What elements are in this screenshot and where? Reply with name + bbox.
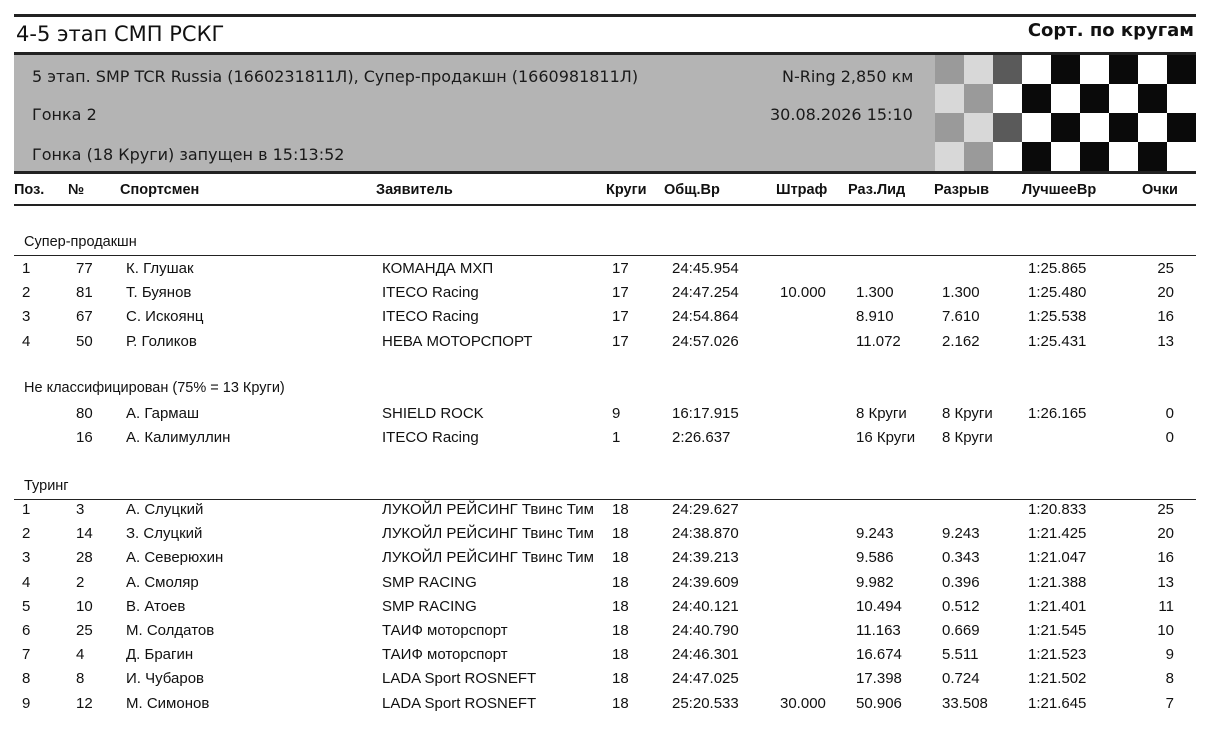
- cell-best: 1:21.047: [1028, 549, 1087, 567]
- cell-driver: Т. Буянов: [126, 284, 192, 302]
- cell-pos: 2: [22, 525, 31, 543]
- cell-best: 1:25.538: [1028, 308, 1087, 326]
- sort-label: Сорт. по кругам: [1027, 20, 1194, 41]
- cell-driver: Д. Брагин: [126, 646, 194, 664]
- cell-entrant: ТАИФ моторспорт: [382, 646, 508, 664]
- col-penalty: Штраф: [776, 182, 828, 198]
- cell-points: 9: [1165, 646, 1174, 664]
- cell-entrant: ЛУКОЙЛ РЕЙСИНГ Твинс Тим: [382, 525, 594, 543]
- cell-pos: 3: [22, 308, 31, 326]
- col-pos: Поз.: [14, 182, 45, 198]
- cell-gap: 2.162: [942, 332, 980, 350]
- cell-entrant: КОМАНДА МХП: [382, 260, 494, 277]
- cell-total: 24:39.213: [672, 549, 739, 567]
- col-total: Общ.Вр: [664, 182, 720, 198]
- cell-best: 1:21.502: [1028, 670, 1087, 688]
- cell-entrant: LADA Sport ROSNEFT: [382, 670, 537, 688]
- header-rule: [14, 204, 1196, 206]
- cell-best: 1:25.865: [1028, 260, 1087, 277]
- cell-total: 24:57.026: [672, 332, 739, 350]
- event-name: 5 этап. SMP TCR Russia (1660231811Л), Супер-продакшн (1660981811Л): [32, 67, 639, 86]
- cell-total: 24:39.609: [672, 573, 739, 591]
- cell-gap: 9.243: [942, 525, 980, 543]
- cell-pos: 1: [22, 501, 31, 518]
- cell-laps: 1: [612, 429, 621, 447]
- cell-penalty: 30.000: [780, 694, 826, 712]
- cell-penalty: 10.000: [780, 284, 826, 302]
- cell-laps: 18: [612, 646, 629, 664]
- event-banner: [14, 52, 1196, 174]
- col-num: №: [68, 182, 85, 198]
- cell-total: 24:45.954: [672, 260, 739, 277]
- col-gap: Разрыв: [934, 182, 990, 198]
- cell-pos: 5: [22, 597, 31, 615]
- cell-laps: 18: [612, 549, 629, 567]
- cell-gap-leader: 17.398: [856, 670, 902, 688]
- cell-laps: 17: [612, 284, 629, 302]
- cell-entrant: ITECO Racing: [382, 284, 479, 302]
- session-name: Гонка 2: [32, 105, 97, 124]
- cell-pos: 1: [22, 260, 31, 277]
- cell-gap-leader: 16.674: [856, 646, 902, 664]
- cell-entrant: LADA Sport ROSNEFT: [382, 694, 537, 712]
- cell-best: 1:25.431: [1028, 332, 1087, 350]
- cell-gap-leader: 11.163: [856, 622, 901, 639]
- cell-num: 12: [76, 694, 93, 712]
- group-rule: [14, 255, 1196, 256]
- cell-gap: 0.669: [942, 622, 980, 639]
- cell-laps: 17: [612, 308, 629, 326]
- cell-entrant: ITECO Racing: [382, 429, 479, 447]
- cell-laps: 18: [612, 597, 629, 615]
- cell-pos: 7: [22, 646, 31, 664]
- cell-num: 50: [76, 332, 93, 350]
- cell-driver: А. Северюхин: [126, 549, 224, 567]
- cell-driver: А. Смоляр: [126, 573, 199, 591]
- cell-driver: К. Глушак: [126, 260, 194, 277]
- cell-best: 1:21.388: [1028, 573, 1087, 591]
- cell-num: 14: [76, 525, 93, 543]
- cell-points: 0: [1165, 405, 1174, 422]
- cell-num: 67: [76, 308, 93, 326]
- cell-total: 25:20.533: [672, 694, 739, 712]
- cell-points: 20: [1157, 525, 1174, 543]
- cell-gap-leader: 9.982: [856, 573, 894, 591]
- cell-num: 4: [76, 646, 85, 664]
- cell-points: 20: [1157, 284, 1174, 302]
- cell-best: 1:21.645: [1028, 694, 1087, 712]
- cell-gap: 7.610: [942, 308, 980, 326]
- cell-pos: 9: [22, 694, 31, 712]
- cell-total: 24:40.121: [672, 597, 739, 615]
- cell-total: 2:26.637: [672, 429, 731, 447]
- start-info: Гонка (18 Круги) запущен в 15:13:52: [32, 145, 345, 164]
- cell-gap: 5.511: [942, 646, 979, 664]
- cell-laps: 17: [612, 260, 629, 277]
- col-points: Очки: [1142, 182, 1178, 198]
- track-info: N-Ring 2,850 км: [782, 67, 914, 86]
- cell-gap: 0.343: [942, 549, 980, 567]
- cell-num: 10: [76, 597, 93, 615]
- cell-driver: Р. Голиков: [126, 332, 197, 350]
- cell-gap: 0.512: [942, 597, 980, 615]
- cell-best: 1:26.165: [1028, 405, 1087, 422]
- group-rule: [14, 499, 1196, 500]
- cell-gap-leader: 16 Круги: [856, 429, 916, 447]
- cell-points: 16: [1157, 549, 1174, 567]
- cell-laps: 18: [612, 694, 629, 712]
- cell-driver: А. Гармаш: [126, 405, 199, 422]
- cell-laps: 17: [612, 332, 629, 350]
- cell-num: 28: [76, 549, 93, 567]
- cell-points: 13: [1157, 573, 1174, 591]
- cell-num: 77: [76, 260, 93, 277]
- cell-gap: 0.724: [942, 670, 980, 688]
- cell-entrant: ЛУКОЙЛ РЕЙСИНГ Твинс Тим: [382, 501, 594, 518]
- cell-gap-leader: 8.910: [856, 308, 894, 326]
- cell-num: 3: [76, 501, 85, 518]
- cell-points: 16: [1157, 308, 1174, 326]
- cell-gap-leader: 8 Круги: [856, 405, 907, 422]
- cell-total: 24:40.790: [672, 622, 739, 639]
- group-title: Супер-продакшн: [24, 234, 137, 250]
- cell-total: 24:38.870: [672, 525, 739, 543]
- col-laps: Круги: [606, 182, 647, 198]
- col-entrant: Заявитель: [376, 182, 453, 198]
- cell-total: 24:47.025: [672, 670, 739, 688]
- cell-laps: 18: [612, 573, 629, 591]
- cell-driver: З. Слуцкий: [126, 525, 203, 543]
- col-best: ЛучшееВр: [1022, 182, 1097, 198]
- cell-num: 81: [76, 284, 93, 302]
- cell-num: 16: [76, 429, 93, 447]
- cell-num: 80: [76, 405, 93, 422]
- cell-laps: 18: [612, 670, 629, 688]
- cell-entrant: SMP RACING: [382, 573, 477, 591]
- cell-driver: А. Слуцкий: [126, 501, 204, 518]
- cell-gap-leader: 50.906: [856, 694, 902, 712]
- checkered-flag-icon: [928, 55, 1196, 171]
- cell-gap: 8 Круги: [942, 429, 993, 447]
- cell-laps: 18: [612, 622, 629, 639]
- cell-best: 1:21.401: [1028, 597, 1087, 615]
- cell-best: 1:20.833: [1028, 501, 1087, 518]
- group-title: Не классифицирован (75% = 13 Круги): [24, 380, 285, 396]
- cell-laps: 9: [612, 405, 621, 422]
- cell-total: 24:54.864: [672, 308, 739, 326]
- cell-points: 8: [1165, 670, 1174, 688]
- session-datetime: 30.08.2026 15:10: [770, 105, 913, 124]
- cell-entrant: ITECO Racing: [382, 308, 479, 326]
- cell-gap: 8 Круги: [942, 405, 993, 422]
- cell-gap-leader: 11.072: [856, 332, 901, 350]
- cell-driver: М. Солдатов: [126, 622, 215, 639]
- cell-driver: В. Атоев: [126, 597, 186, 615]
- cell-points: 10: [1157, 622, 1174, 639]
- cell-best: 1:25.480: [1028, 284, 1087, 302]
- cell-points: 25: [1157, 260, 1174, 277]
- col-driver: Спортсмен: [120, 182, 200, 198]
- cell-best: 1:21.425: [1028, 525, 1087, 543]
- cell-best: 1:21.545: [1028, 622, 1087, 639]
- cell-entrant: ТАИФ моторспорт: [382, 622, 508, 639]
- top-rule: [14, 14, 1196, 17]
- cell-laps: 18: [612, 525, 629, 543]
- cell-laps: 18: [612, 501, 629, 518]
- cell-num: 25: [76, 622, 93, 639]
- cell-pos: 2: [22, 284, 31, 302]
- document-title: 4-5 этап СМП РСКГ: [16, 22, 225, 46]
- cell-total: 16:17.915: [672, 405, 739, 422]
- cell-points: 0: [1165, 429, 1174, 447]
- cell-gap-leader: 9.586: [856, 549, 894, 567]
- cell-num: 2: [76, 573, 85, 591]
- cell-gap: 0.396: [942, 573, 980, 591]
- group-title: Туринг: [24, 478, 69, 494]
- cell-pos: 3: [22, 549, 31, 567]
- cell-pos: 8: [22, 670, 31, 688]
- cell-points: 7: [1165, 694, 1174, 712]
- cell-total: 24:47.254: [672, 284, 739, 302]
- cell-total: 24:46.301: [672, 646, 739, 664]
- cell-points: 25: [1157, 501, 1174, 518]
- cell-pos: 6: [22, 622, 31, 639]
- cell-driver: И. Чубаров: [126, 670, 205, 688]
- cell-gap: 1.300: [942, 284, 980, 302]
- cell-entrant: SHIELD ROCK: [382, 405, 484, 422]
- cell-gap-leader: 10.494: [856, 597, 902, 615]
- cell-pos: 4: [22, 573, 31, 591]
- cell-entrant: НЕВА МОТОРСПОРТ: [382, 332, 533, 350]
- cell-total: 24:29.627: [672, 501, 739, 518]
- cell-entrant: SMP RACING: [382, 597, 477, 615]
- cell-best: 1:21.523: [1028, 646, 1087, 664]
- cell-points: 11: [1158, 597, 1174, 615]
- col-gap-leader: Раз.Лид: [848, 182, 906, 198]
- cell-driver: С. Искоянц: [126, 308, 204, 326]
- cell-pos: 4: [22, 332, 31, 350]
- cell-gap-leader: 9.243: [856, 525, 894, 543]
- cell-gap: 33.508: [942, 694, 988, 712]
- cell-entrant: ЛУКОЙЛ РЕЙСИНГ Твинс Тим: [382, 549, 594, 567]
- cell-driver: М. Симонов: [126, 694, 210, 712]
- cell-gap-leader: 1.300: [856, 284, 894, 302]
- cell-points: 13: [1157, 332, 1174, 350]
- cell-driver: А. Калимуллин: [126, 429, 231, 447]
- cell-num: 8: [76, 670, 85, 688]
